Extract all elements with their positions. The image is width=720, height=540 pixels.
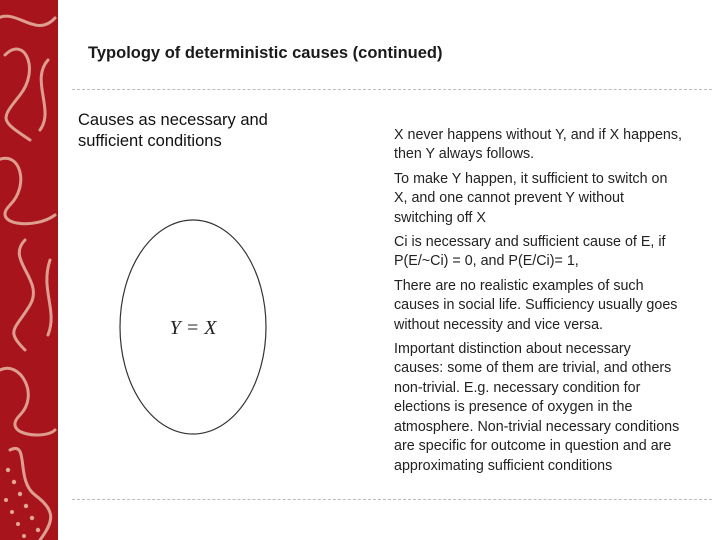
bullet-item — [372, 340, 682, 476]
bullet-text: To make Y happen, it sufficient to switch on X, and one cannot prevent Y without switching off X — [394, 170, 668, 226]
bullet-item — [372, 170, 682, 228]
left-heading: Causes as necessary and sufficient conditions — [78, 111, 268, 150]
slide-title: Typology of deterministic causes (continued) — [88, 44, 443, 62]
bullet-text: Ci is necessary and sufficient cause of E, if P(E/~Ci) = 0, and P(E/Ci)= 1, — [394, 234, 666, 270]
decorative-side-band — [0, 0, 58, 540]
bullet-item — [372, 126, 682, 165]
bullet-text: Important distinction about necessary causes: some of them are trivial, and others non-trivial. E.g. necessary condition for elections is presence of oxygen in the atmosphere. Non-trivial necessary conditions are specific for outcome in question and are approximating sufficient conditions — [394, 341, 680, 474]
footer-divider — [72, 499, 712, 500]
decorative-pattern — [0, 0, 58, 540]
bullet-text: There are no realistic examples of such causes in social life. Sufficiency usually goes without necessity and vice versa. — [394, 277, 678, 333]
bullet-item — [372, 233, 682, 272]
bullet-text: X never happens without Y, and if X happens, then Y always follows. — [394, 127, 683, 163]
title-divider — [72, 89, 712, 90]
bullet-item — [372, 277, 682, 335]
bullet-list — [372, 126, 682, 481]
equation-figure — [118, 218, 268, 436]
figure-equation: Y = X — [169, 317, 217, 339]
